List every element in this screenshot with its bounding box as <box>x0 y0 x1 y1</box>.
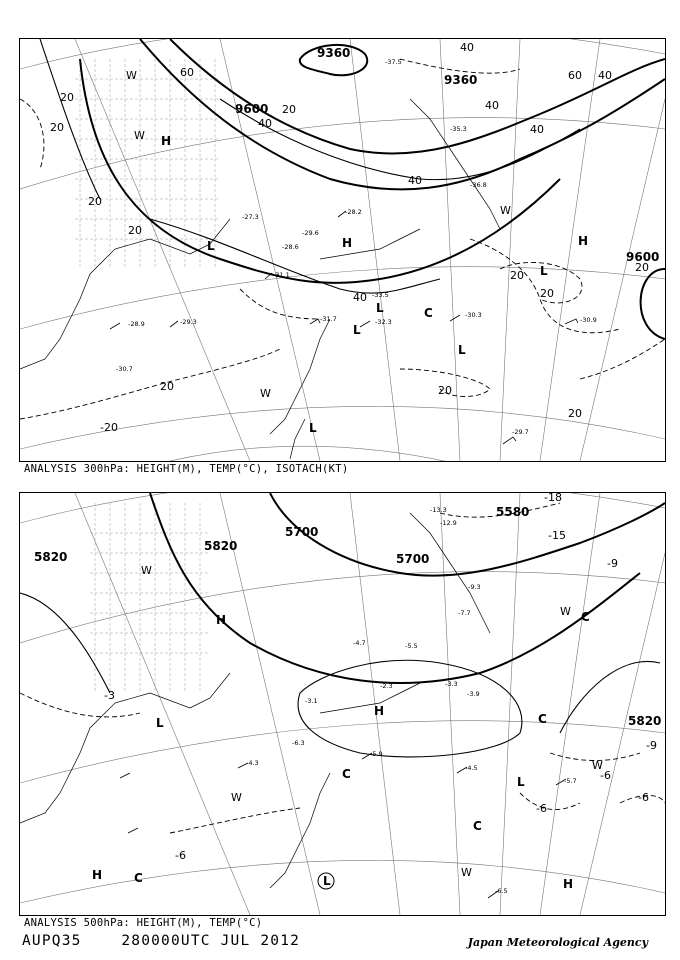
cold-center: C <box>424 306 433 320</box>
height-contours <box>150 493 665 683</box>
chart-identifier <box>22 933 300 949</box>
cold-center: C <box>581 610 590 624</box>
height-label: 5700 <box>285 525 319 539</box>
isotach-label: 20 <box>60 91 74 104</box>
cold-center: C <box>134 871 143 885</box>
low-center: L <box>517 775 525 789</box>
wind-mark: W <box>231 791 242 804</box>
valid-time: 280000UTC JUL 2012 <box>121 933 301 949</box>
low-center: L <box>156 716 164 730</box>
isotach-label: 40 <box>258 117 272 130</box>
low-center: L <box>540 264 548 278</box>
wind-mark: W <box>500 204 511 217</box>
station-value: -28.9 <box>128 320 145 328</box>
station-value: -30.3 <box>465 311 482 319</box>
isotach-label: 20 <box>50 121 64 134</box>
station-value: -2.3 <box>380 682 393 690</box>
high-center: H <box>342 236 353 250</box>
isotach-label: 20 <box>88 195 102 208</box>
station-value: -36.8 <box>470 181 487 189</box>
isotach-label: 20 <box>635 261 649 274</box>
isotach-label: 60 <box>568 69 582 82</box>
height-label: 9600 <box>626 250 660 264</box>
low-center: L <box>376 301 384 315</box>
station-value: -5.5 <box>405 642 418 650</box>
isotach-label: 40 <box>460 41 474 54</box>
agency-name: Japan Meteorological Agency <box>467 936 648 949</box>
station-value: -31.1 <box>273 271 290 279</box>
temp-label: -6 <box>175 849 186 862</box>
isotach-label: 60 <box>180 66 194 79</box>
isotach-label: 20 <box>128 224 142 237</box>
station-value: -4.3 <box>246 759 259 767</box>
temp-label: -6 <box>600 769 611 782</box>
low-center: L <box>207 239 215 253</box>
high-center: H <box>563 877 574 891</box>
cold-center: C <box>342 767 351 781</box>
station-value: -5.7 <box>564 777 577 785</box>
coastlines <box>20 99 500 459</box>
station-value: -12.9 <box>440 519 457 527</box>
station-value: -31.7 <box>320 315 337 323</box>
caption-500hpa: ANALYSIS 500hPa: HEIGHT(M), TEMP(°C) <box>24 917 263 929</box>
product-code: AUPQ35 <box>22 933 82 949</box>
wind-mark: W <box>592 759 603 772</box>
station-value: -27.3 <box>242 213 259 221</box>
temp-label: -20 <box>100 421 118 434</box>
station-value: -6.5 <box>495 887 508 895</box>
station-value: -4.5 <box>465 764 478 772</box>
isotach-label: 40 <box>530 123 544 136</box>
high-center: H <box>161 134 172 148</box>
map-500hpa <box>19 492 666 916</box>
station-value: -37.5 <box>385 58 402 66</box>
high-center: H <box>92 868 103 882</box>
isotach-lines <box>40 39 580 293</box>
station-value: -30.7 <box>116 365 133 373</box>
station-value: -3.9 <box>467 690 480 698</box>
station-value: -9.3 <box>468 583 481 591</box>
meridian-lines <box>75 39 665 461</box>
isotach-label: 40 <box>408 174 422 187</box>
map-300hpa <box>19 38 666 462</box>
coastlines <box>20 513 490 888</box>
latitude-lines <box>20 493 665 903</box>
wind-mark: W <box>141 564 152 577</box>
isotach-label: 20 <box>438 384 452 397</box>
station-value: -30.9 <box>580 316 597 324</box>
hatched-area <box>75 59 220 269</box>
high-center: H <box>374 704 385 718</box>
height-label: 9600 <box>235 102 269 116</box>
station-value: -6.3 <box>292 739 305 747</box>
isotach-label: 20 <box>510 269 524 282</box>
isotach-label: 40 <box>353 291 367 304</box>
wind-mark: W <box>260 387 271 400</box>
station-value: -28.2 <box>345 208 362 216</box>
cold-center: C <box>473 819 482 833</box>
station-value: -29.3 <box>180 318 197 326</box>
cold-center: C <box>538 712 547 726</box>
caption-300hpa: ANALYSIS 300hPa: HEIGHT(M), TEMP(°C), ISOTACH(KT) <box>24 463 349 475</box>
wind-mark: W <box>560 605 571 618</box>
station-value: -35.3 <box>450 125 467 133</box>
chart-500hpa-svg <box>20 493 665 915</box>
isotach-label: 40 <box>598 69 612 82</box>
height-label: 5820 <box>204 539 238 553</box>
height-label: 9360 <box>317 46 351 60</box>
isotach-label: 40 <box>485 99 499 112</box>
station-value: -5.9 <box>370 750 383 758</box>
height-label: 9360 <box>444 73 478 87</box>
height-labels <box>235 46 659 264</box>
pressure-centers <box>92 610 590 891</box>
isotach-label: 20 <box>540 287 554 300</box>
chart-300hpa-svg <box>20 39 665 461</box>
station-value: -33.5 <box>372 291 389 299</box>
station-value: -29.7 <box>512 428 529 436</box>
temp-label: -9 <box>646 739 657 752</box>
wind-mark: W <box>126 69 137 82</box>
hatched-area <box>90 503 210 693</box>
meridian-lines <box>75 493 665 915</box>
station-value: -3.3 <box>445 680 458 688</box>
low-center: L <box>309 421 317 435</box>
pressure-centers <box>161 134 588 435</box>
low-center: L <box>323 874 331 888</box>
station-value: -7.7 <box>458 609 471 617</box>
wind-marks <box>141 564 603 879</box>
height-label: 5820 <box>34 550 68 564</box>
isotach-label: 20 <box>160 380 174 393</box>
isotach-label: 20 <box>568 407 582 420</box>
temp-label: -15 <box>548 529 566 542</box>
station-value: -13.3 <box>430 506 447 514</box>
height-label: 5820 <box>628 714 662 728</box>
station-value: -29.6 <box>302 229 319 237</box>
height-label: 5580 <box>496 505 530 519</box>
station-value: -3.1 <box>305 697 318 705</box>
station-observations <box>116 58 597 436</box>
station-value: -28.6 <box>282 243 299 251</box>
station-value: -32.3 <box>375 318 392 326</box>
low-center: L <box>458 343 466 357</box>
temp-label: -6 <box>536 802 547 815</box>
low-center: L <box>353 323 361 337</box>
isotach-label: 20 <box>282 103 296 116</box>
wind-mark: W <box>134 129 145 142</box>
station-value: -4.7 <box>353 639 366 647</box>
temp-label: -3 <box>104 689 115 702</box>
height-label: 5700 <box>396 552 430 566</box>
high-center: H <box>216 613 227 627</box>
temp-label: -6 <box>638 791 649 804</box>
temp-label: -9 <box>607 557 618 570</box>
temp-label: -18 <box>544 493 562 504</box>
high-center: H <box>578 234 589 248</box>
wind-mark: W <box>461 866 472 879</box>
